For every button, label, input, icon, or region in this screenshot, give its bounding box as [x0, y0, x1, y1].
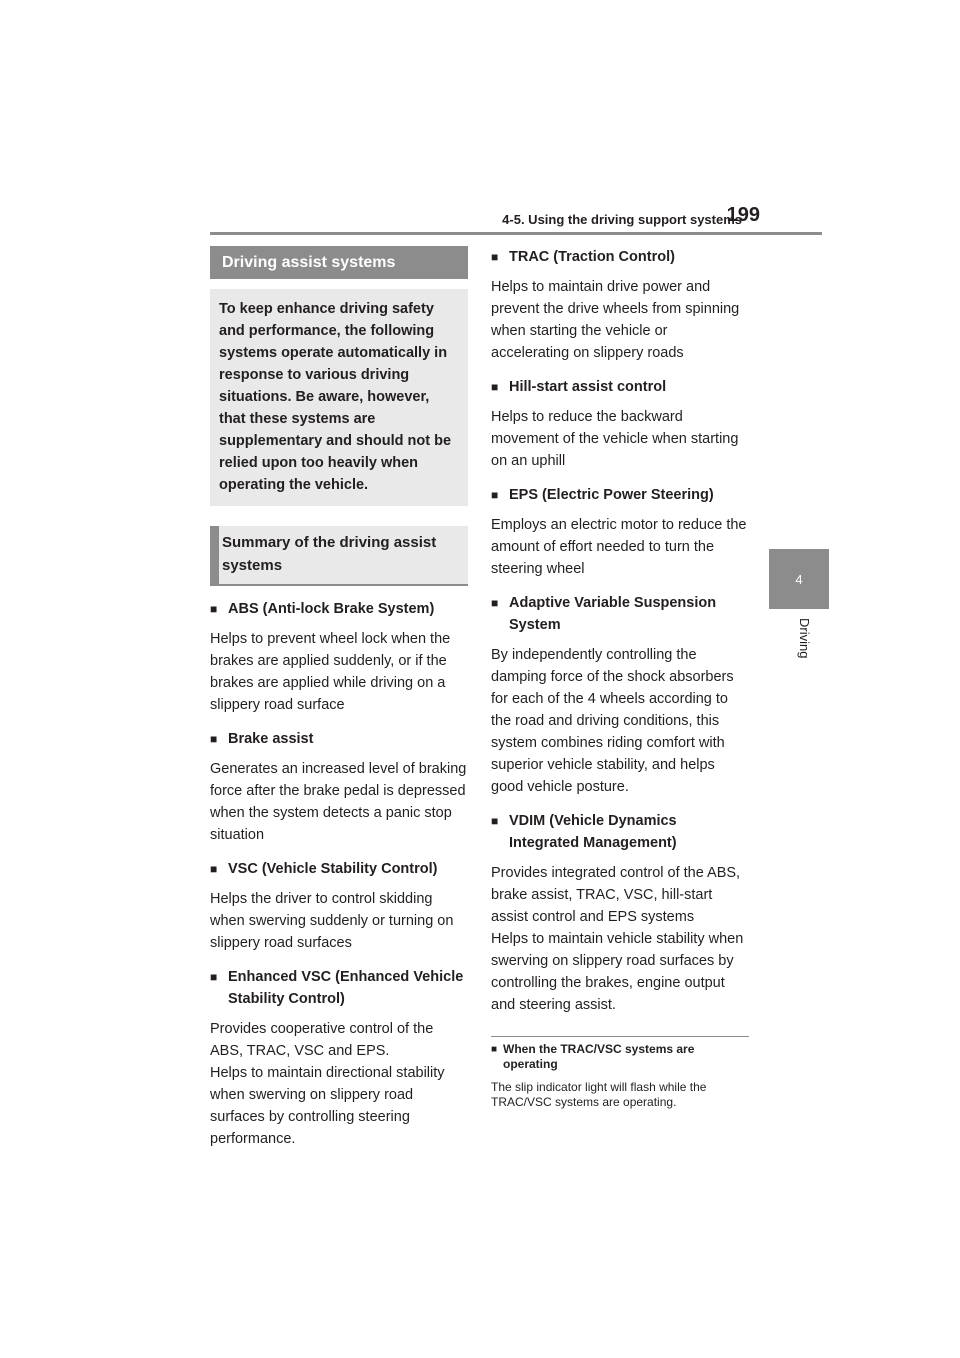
item-title: EPS (Electric Power Steering) [509, 487, 714, 503]
item-description: Helps to reduce the backward movement of the vehicle when starting on an uphill [491, 409, 739, 469]
bullet-icon: ■ [491, 488, 499, 502]
list-item [491, 246, 749, 364]
chapter-tab [769, 549, 829, 609]
list-item [210, 858, 468, 954]
item-title: VSC (Vehicle Stability Control) [228, 861, 438, 877]
item-description: Generates an increased level of braking force after the brake pedal is depressed when the system detects a panic stop situation [210, 761, 467, 843]
page-number: 199 [726, 204, 760, 226]
item-description: Helps the driver to control skidding when swerving suddenly or turning on slippery road surfaces [210, 891, 454, 951]
page-header [210, 204, 822, 235]
bullet-icon: ■ [491, 596, 499, 610]
item-description: Helps to maintain drive power and prevent the drive wheels from spinning when starting the vehicle or accelerating on slippery roads [491, 279, 740, 361]
chapter-label: Driving [797, 618, 812, 659]
intro-text: To keep enhance driving safety and performance, the following systems operate automatically in response to various driving situations. Be aware, however, that these systems are supplementary and should not be relied upon too heavily when operating the vehicle. [210, 289, 468, 506]
item-description: By independently controlling the damping force of the shock absorbers for each of the 4 wheels according to the road and driving conditions, this system combines riding comfort with superior vehicle stability, and helps good vehicle posture. [491, 647, 734, 795]
bullet-icon: ■ [491, 250, 499, 264]
item-title: TRAC (Traction Control) [509, 249, 675, 265]
list-item [491, 592, 749, 798]
item-description: Provides integrated control of the ABS, brake assist, TRAC, VSC, hill-start assist control and EPS systems Helps to maintain vehicle stability when swerving on slippery road surfaces by controlling the brakes, engine output and steering assist. [491, 865, 744, 1013]
item-description: Employs an electric motor to reduce the amount of effort needed to turn the steering wheel [491, 517, 747, 577]
bullet-icon: ■ [210, 970, 218, 984]
item-title: ABS (Anti-lock Brake System) [228, 601, 435, 617]
note-heading [491, 1042, 749, 1072]
bullet-icon: ■ [210, 732, 218, 746]
list-item [491, 810, 749, 1016]
item-description: Provides cooperative control of the ABS, TRAC, VSC and EPS. Helps to maintain directional stability when swerving on slippery road surfaces by controlling steering performance. [210, 1021, 445, 1147]
right-column [491, 246, 749, 1110]
bullet-icon: ■ [491, 1044, 498, 1055]
section-heading: Driving assist systems [210, 246, 468, 279]
item-title: Adaptive Variable Suspension System [509, 595, 717, 633]
list-item [491, 484, 749, 580]
item-title: Hill-start assist control [509, 379, 667, 395]
bullet-icon: ■ [491, 814, 499, 828]
list-item [210, 966, 468, 1150]
list-item [491, 376, 749, 472]
note-divider [491, 1036, 749, 1037]
bullet-icon: ■ [491, 380, 499, 394]
item-title: Brake assist [228, 731, 314, 747]
note-title: When the TRAC/VSC systems are operating [503, 1042, 695, 1071]
item-title: VDIM (Vehicle Dynamics Integrated Management) [509, 813, 677, 851]
item-title: Enhanced VSC (Enhanced Vehicle Stability Control) [228, 969, 464, 1007]
chapter-number: 4 [795, 571, 803, 587]
bullet-icon: ■ [210, 862, 218, 876]
item-description: Helps to prevent wheel lock when the brakes are applied suddenly, or if the brakes are applied while driving on a slippery road surface [210, 631, 451, 713]
left-column [210, 246, 468, 1150]
bullet-icon: ■ [210, 602, 218, 616]
note-description: The slip indicator light will flash while the TRAC/VSC systems are operating. [491, 1080, 707, 1109]
list-item [210, 728, 468, 846]
section-title: 4-5. Using the driving support systems [502, 212, 742, 227]
list-item [210, 598, 468, 716]
summary-heading: Summary of the driving assist systems [210, 526, 468, 586]
